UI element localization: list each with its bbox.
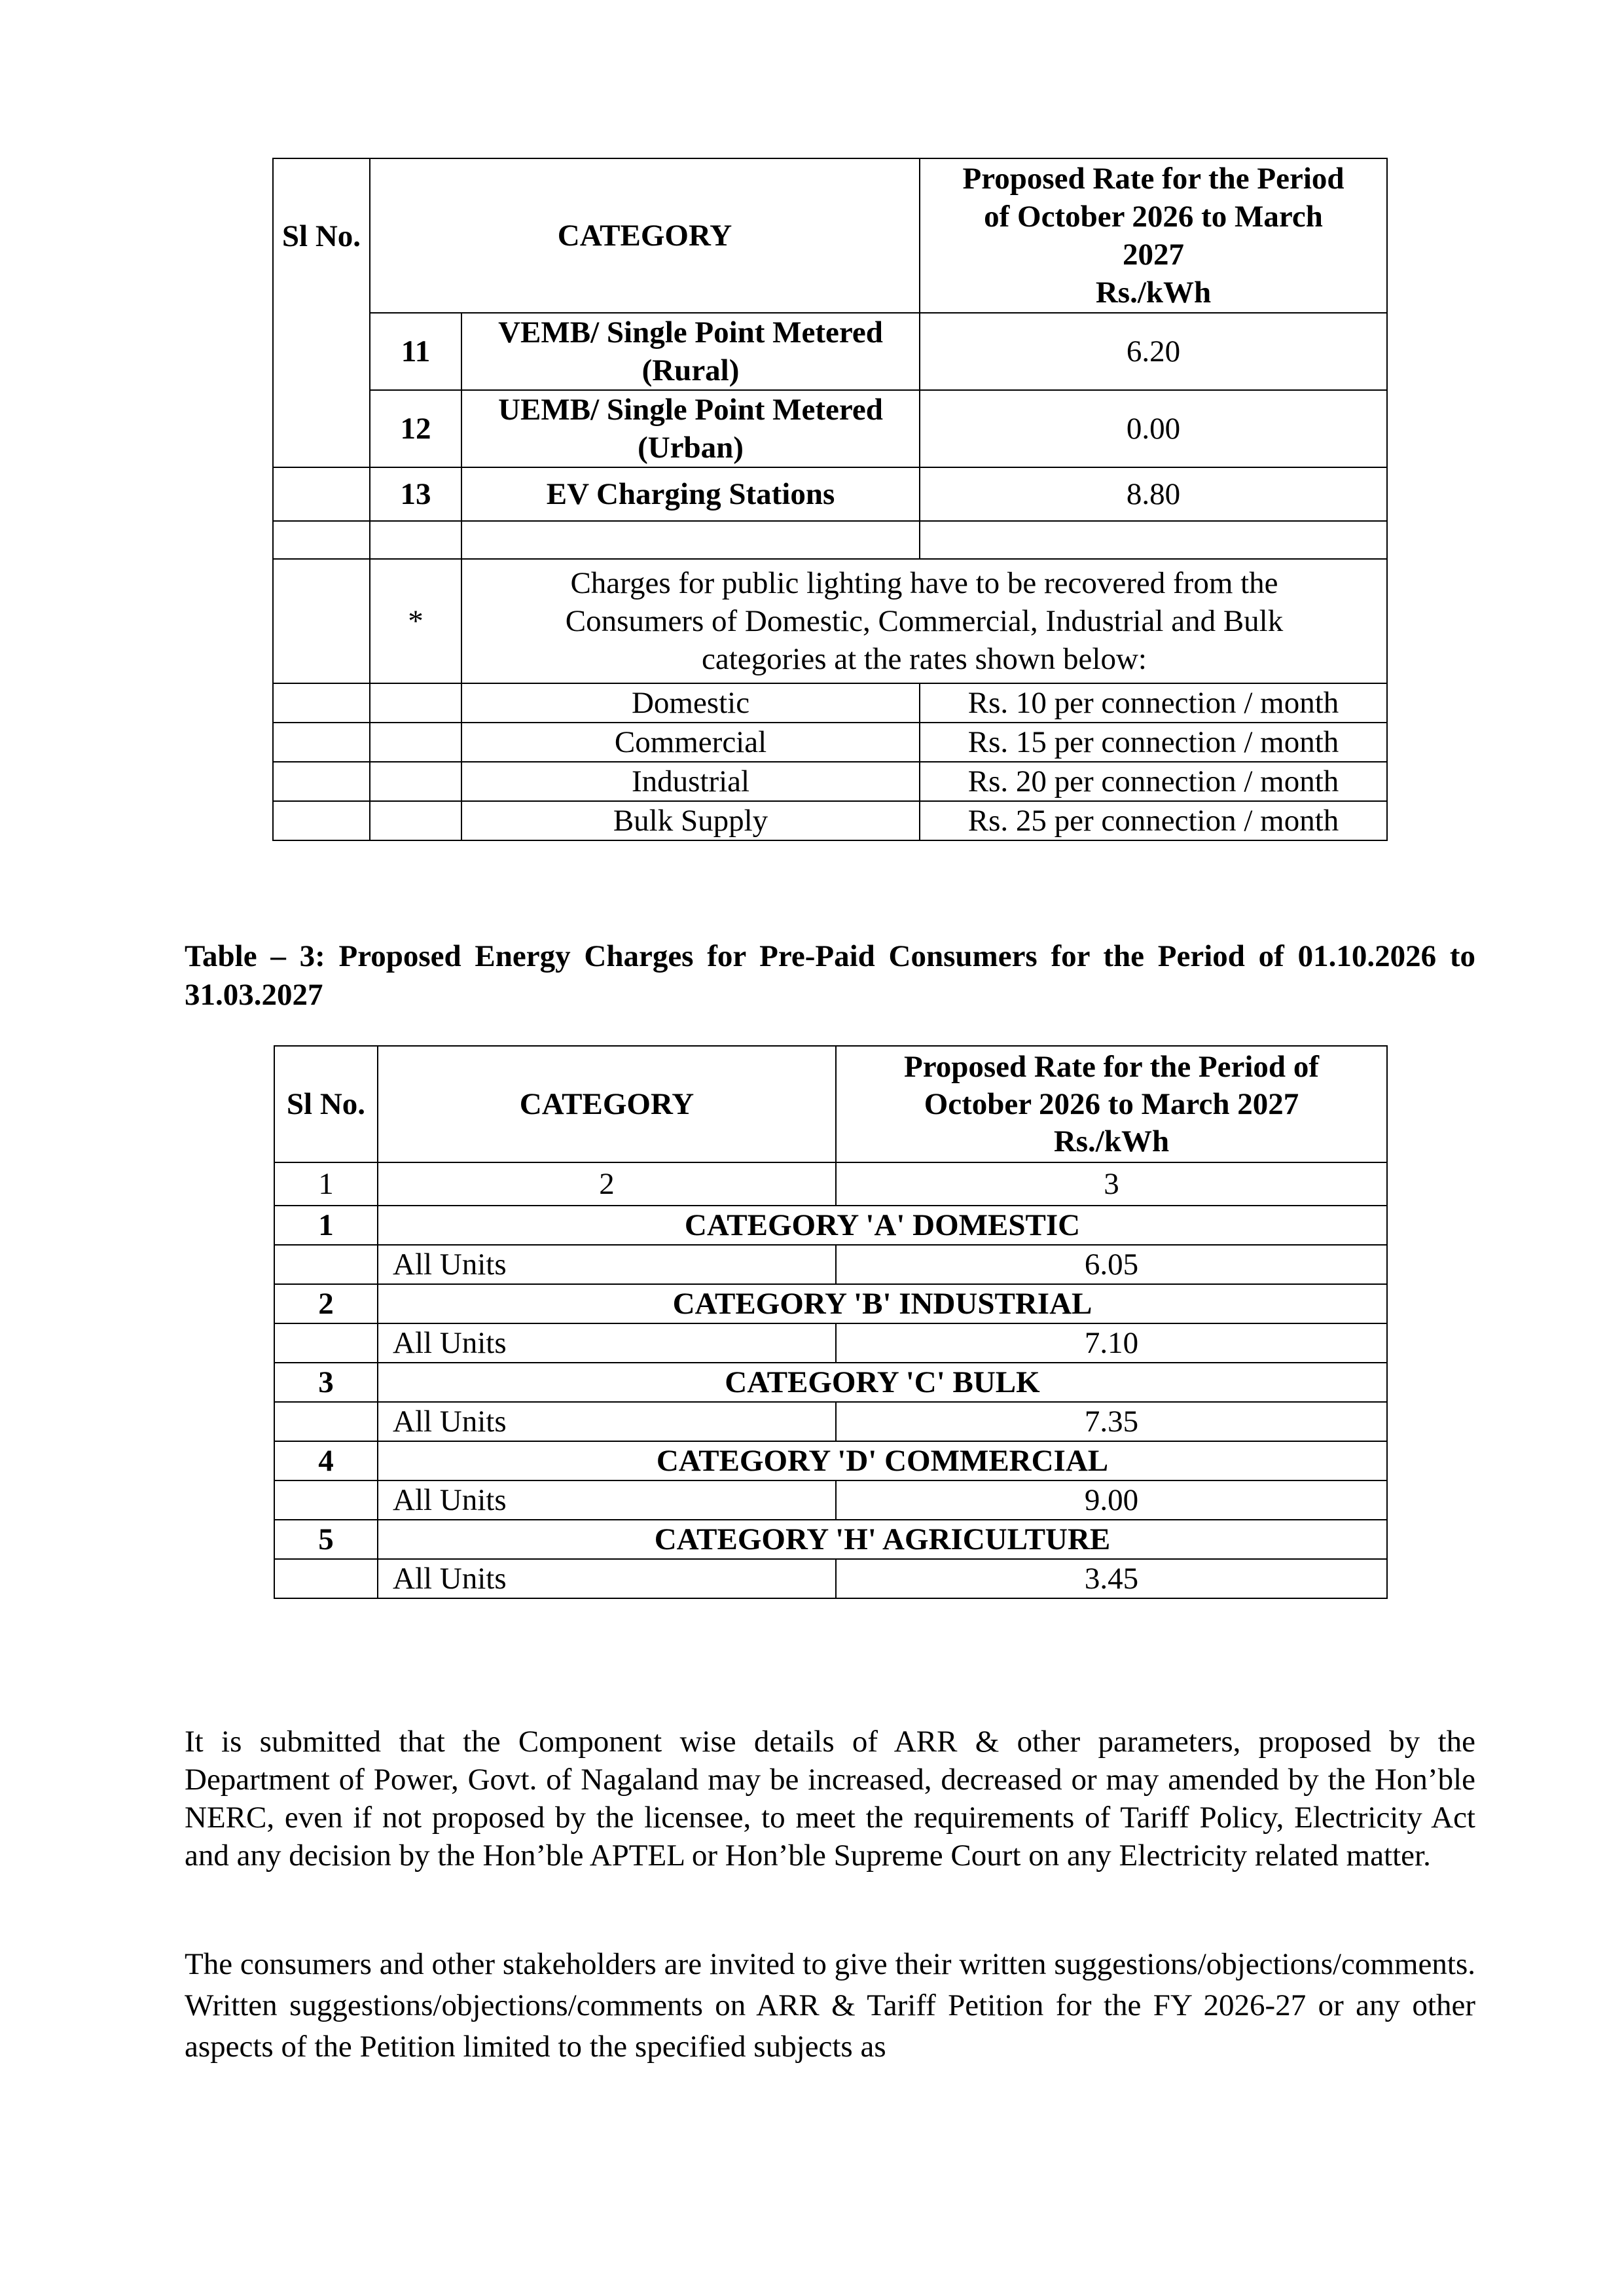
header-sl-no: Sl No. xyxy=(273,158,370,313)
lighting-category: Commercial xyxy=(461,723,920,762)
row-category: EV Charging Stations xyxy=(461,467,920,521)
table-row: All Units 3.45 xyxy=(274,1559,1387,1598)
row-sl: 11 xyxy=(370,313,461,390)
row-category: VEMB/ Single Point Metered (Rural) xyxy=(461,313,920,390)
public-lighting-note: Charges for public lighting have to be recovered from the Consumers of Domestic, Commercial, Industrial and Bulk categories at the rates shown below: xyxy=(461,559,1387,683)
invitation-paragraph: The consumers and other stakeholders are invited to give their written suggestions/objections/comments. Written suggestions/objections/comments on ARR & Tariff Petition for the FY 2026-27 or any other aspects of the Petition limited to the specified subjects as xyxy=(185,1947,1475,2064)
category-heading-row: 2 CATEGORY 'B' INDUSTRIAL xyxy=(274,1284,1387,1323)
table3-caption: Table – 3: Proposed Energy Charges for Pre-Paid Consumers for the Period of 01.10.2026 to 31.03.2027 xyxy=(185,939,1475,1012)
empty-row xyxy=(273,521,1387,559)
note-marker: * xyxy=(370,559,461,683)
table-row: All Units 7.10 xyxy=(274,1323,1387,1363)
table-row xyxy=(273,467,1387,521)
category-heading-row: 3 CATEGORY 'C' BULK xyxy=(274,1363,1387,1402)
lighting-rate: Rs. 25 per connection / month xyxy=(920,801,1387,840)
lighting-category: Bulk Supply xyxy=(461,801,920,840)
row-rate: 8.80 xyxy=(920,467,1387,521)
category-heading-row: 4 CATEGORY 'D' COMMERCIAL xyxy=(274,1441,1387,1480)
table-row: All Units 7.35 xyxy=(274,1402,1387,1441)
table-row: All Units 6.05 xyxy=(274,1245,1387,1284)
header-proposed-rate: Proposed Rate for the Period of October 2026 to March 2027 Rs./kWh xyxy=(836,1046,1387,1162)
lighting-rate: Rs. 15 per connection / month xyxy=(920,723,1387,762)
row-category: UEMB/ Single Point Metered (Urban) xyxy=(461,390,920,467)
lighting-category: Industrial xyxy=(461,762,920,801)
table-row xyxy=(273,390,1387,467)
header-category: CATEGORY xyxy=(378,1046,836,1162)
lighting-row xyxy=(273,723,1387,762)
lighting-rate: Rs. 20 per connection / month xyxy=(920,762,1387,801)
header-proposed-rate: Proposed Rate for the Period of October 2026 to March 2027 Rs./kWh xyxy=(920,158,1387,313)
header-sl-no: Sl No. xyxy=(274,1046,378,1162)
lighting-category: Domestic xyxy=(461,683,920,723)
row-sl: 12 xyxy=(370,390,461,467)
prepaid-energy-charges-table xyxy=(274,1045,1388,1599)
header-category: CATEGORY xyxy=(370,158,920,313)
submission-paragraph: It is submitted that the Component wise details of ARR & other parameters, proposed by the Department of Power, Govt. of Nagaland may be increased, decreased or may amended by the Hon’ble NERC, even if not proposed by the licensee, to meet the requirements of Tariff Policy, Electricity Act and any decision by the Hon’ble APTEL or Hon’ble Supreme Court on any Electricity related matter. xyxy=(185,1725,1475,1873)
column-number-row: 1 2 3 xyxy=(274,1162,1387,1206)
row-rate: 6.20 xyxy=(920,313,1387,390)
row-sl: 13 xyxy=(370,467,461,521)
table-row xyxy=(273,313,1387,390)
row-rate: 0.00 xyxy=(920,390,1387,467)
public-lighting-note-row xyxy=(273,559,1387,683)
lighting-row xyxy=(273,801,1387,840)
category-heading-row: 1 CATEGORY 'A' DOMESTIC xyxy=(274,1206,1387,1245)
category-heading-row: 5 CATEGORY 'H' AGRICULTURE xyxy=(274,1520,1387,1559)
lighting-row xyxy=(273,683,1387,723)
tariff-table-continuation xyxy=(272,158,1388,841)
lighting-rate: Rs. 10 per connection / month xyxy=(920,683,1387,723)
lighting-row xyxy=(273,762,1387,801)
table-row: All Units 9.00 xyxy=(274,1480,1387,1520)
